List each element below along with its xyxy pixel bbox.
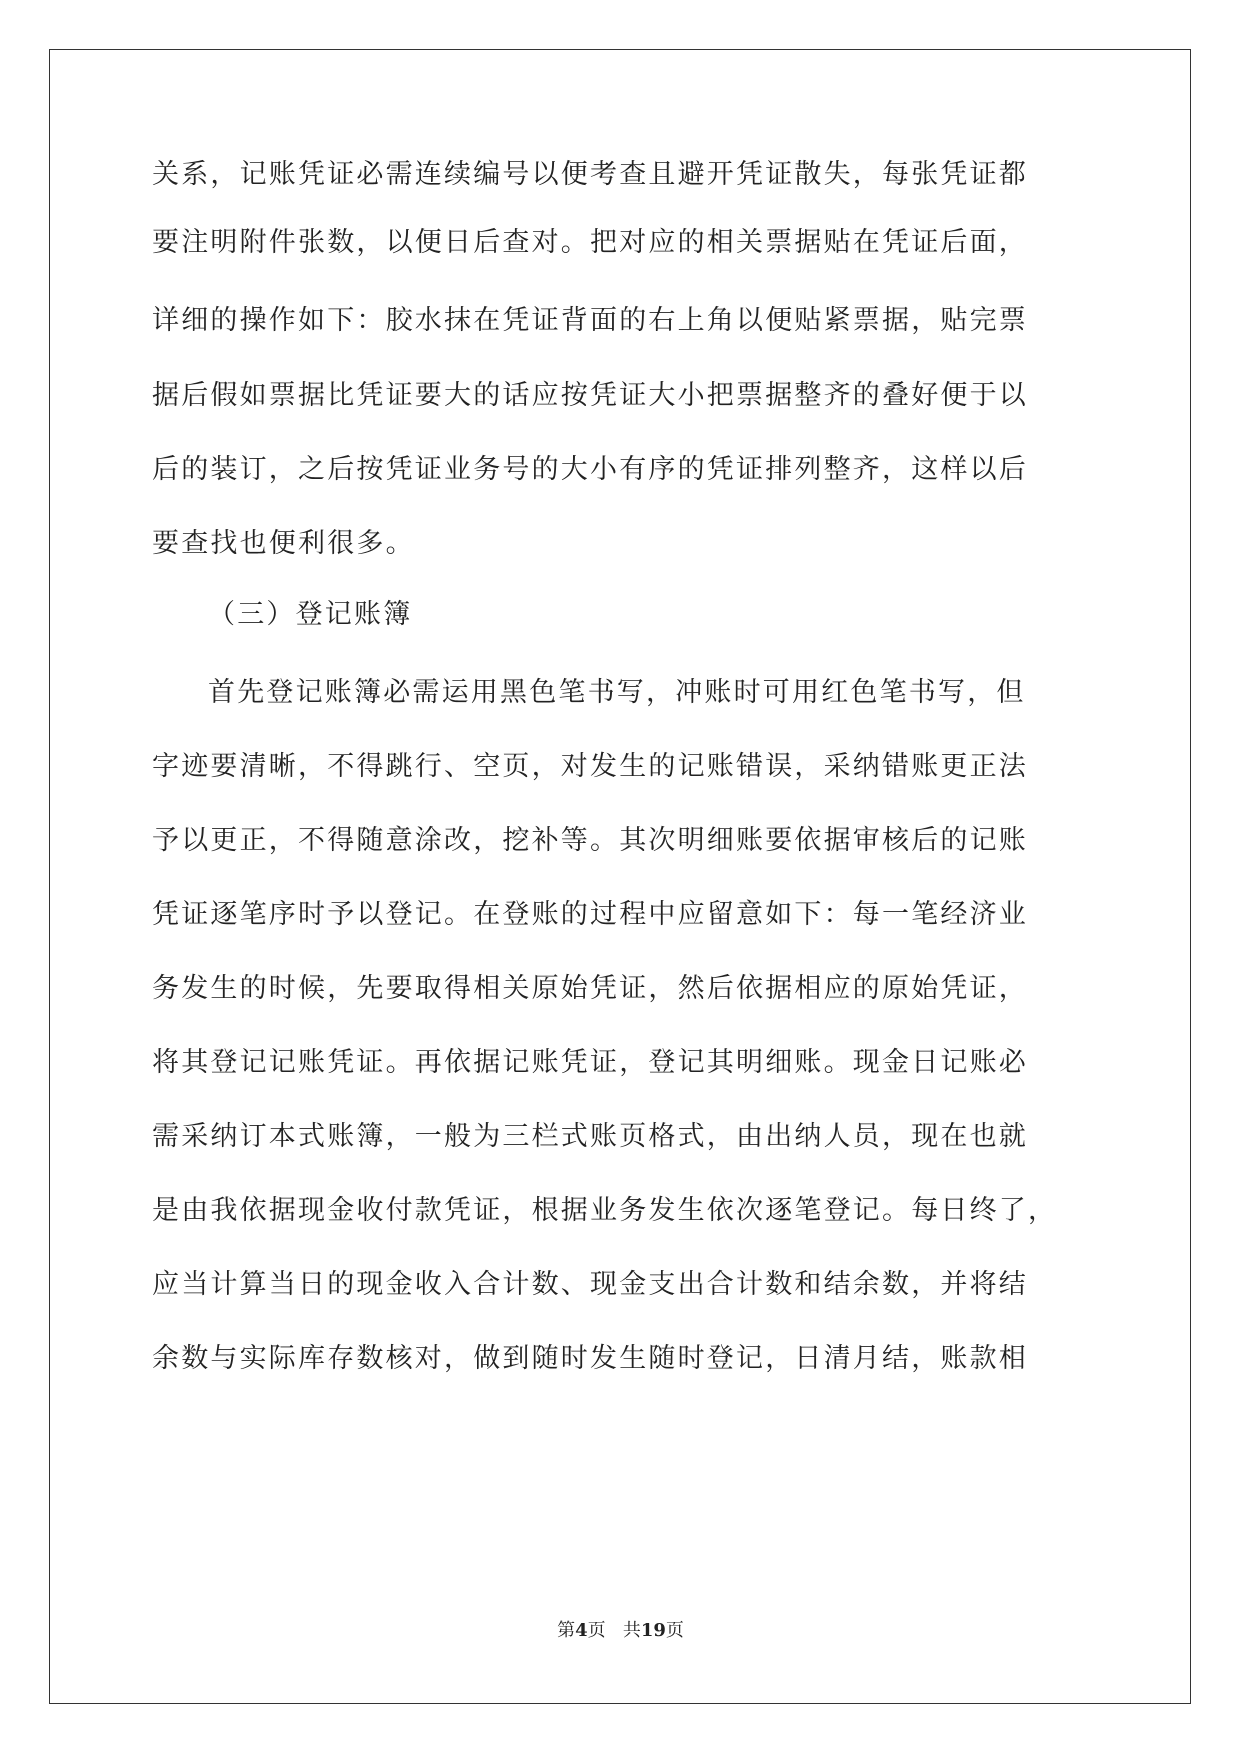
page-number-footer [0,1616,1241,1642]
paragraph-1-line-6: 要查找也便利很多。 [152,528,415,559]
paragraph-1-line-1: 关系，记账凭证必需连续编号以便考查且避开凭证散失，每张凭证都 [152,159,1028,190]
footer-total-label: 页 [665,1620,684,1641]
section-heading: （三）登记账簿 [208,599,413,630]
paragraph-2-line-6: 将其登记记账凭证。再依据记账凭证，登记其明细账。现金日记账必 [152,1047,1028,1078]
paragraph-1-line-4: 据后假如票据比凭证要大的话应按凭证大小把票据整齐的叠好便于以 [152,380,1028,411]
footer-page-label: 页 [587,1620,606,1641]
paragraph-2-line-8: 是由我依据现金收付款凭证，根据业务发生依次逐笔登记。每日终了， [152,1195,1058,1226]
paragraph-1-line-3: 详细的操作如下：胶水抹在凭证背面的右上角以便贴紧票据，贴完票 [152,305,1028,336]
total-page-count: 19 [640,1620,666,1641]
paragraph-2-line-5: 务发生的时候，先要取得相关原始凭证，然后依据相应的原始凭证， [152,973,1028,1004]
footer-total-prefix: 共 [622,1620,641,1641]
paragraph-2-line-2: 字迹要清晰，不得跳行、空页，对发生的记账错误，采纳错账更正法 [152,751,1028,782]
paragraph-2-line-7: 需采纳订本式账簿，一般为三栏式账页格式，由出纳人员，现在也就 [152,1121,1028,1152]
paragraph-1-line-5: 后的装订，之后按凭证业务号的大小有序的凭证排列整齐，这样以后 [152,454,1028,485]
paragraph-1-line-2: 要注明附件张数，以便日后查对。把对应的相关票据贴在凭证后面， [152,227,1028,258]
paragraph-2-line-4: 凭证逐笔序时予以登记。在登账的过程中应留意如下：每一笔经济业 [152,899,1028,930]
current-page-number: 4 [575,1620,588,1641]
paragraph-2-line-1: 首先登记账簿必需运用黑色笔书写，冲账时可用红色笔书写，但 [208,677,1026,708]
paragraph-2-line-3: 予以更正，不得随意涂改，挖补等。其次明细账要依据审核后的记账 [152,825,1028,856]
paragraph-2-line-9: 应当计算当日的现金收入合计数、现金支出合计数和结余数，并将结 [152,1269,1028,1300]
footer-prefix: 第 [557,1620,576,1641]
paragraph-2-line-10: 余数与实际库存数核对，做到随时发生随时登记，日清月结，账款相 [152,1343,1028,1374]
